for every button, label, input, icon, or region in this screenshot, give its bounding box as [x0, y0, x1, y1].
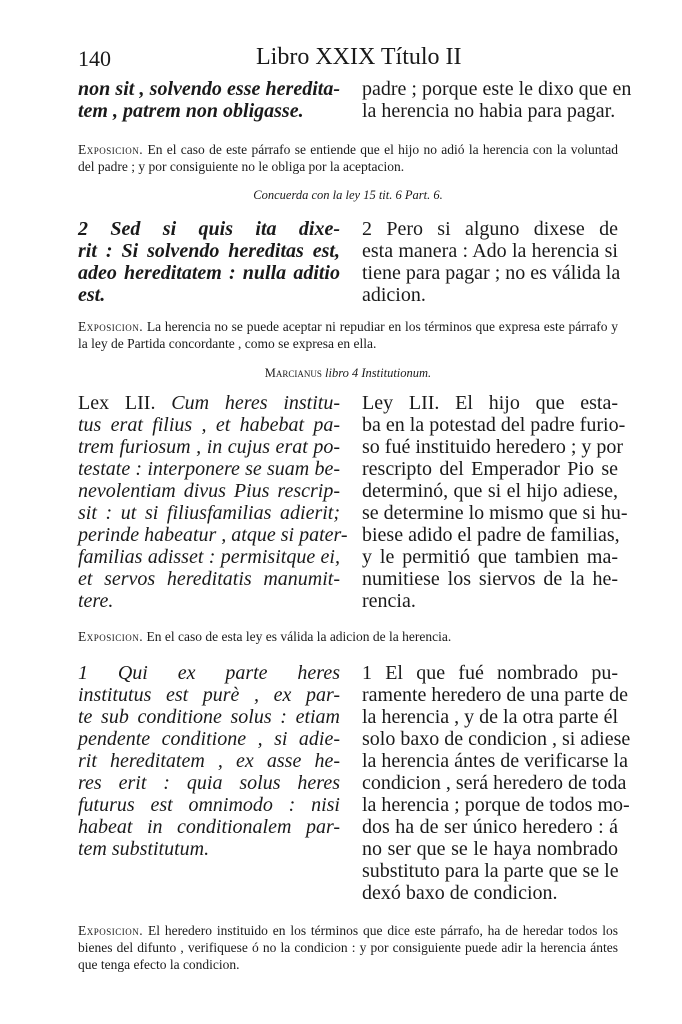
exposicion-text: En el caso de esta ley es válida la adicion de la herencia.	[146, 629, 452, 644]
exposicion-note	[78, 141, 618, 175]
latin-line: habeat in conditionalem par-	[78, 816, 340, 838]
spanish-line: la herencia no habia para pagar.	[362, 100, 616, 122]
parallel-block-3	[78, 392, 628, 618]
latin-column	[78, 662, 340, 860]
lex-number: Lex LII.	[78, 392, 156, 414]
spanish-line: condicion , será heredero de toda	[362, 772, 627, 794]
latin-line: et servos hereditatis manumit-	[78, 568, 340, 590]
running-header	[78, 40, 618, 70]
spanish-line: 1 El que fué nombrado pu-	[362, 662, 618, 684]
exposicion-text: La herencia no se puede aceptar ni repudiar en los términos que expresa este párrafo y la ley de Partida concordante , como se expresa en ella.	[78, 319, 619, 351]
parallel-block-0	[78, 78, 632, 126]
latin-text: Cum heres institu-	[155, 392, 340, 414]
latin-line: nevolentiam divus Pius rescrip-	[78, 480, 340, 502]
latin-column	[78, 78, 340, 122]
latin-line: trem furiosum , in cujus erat po-	[78, 436, 340, 458]
spanish-line: solo baxo de condicion , si adiese	[362, 728, 631, 750]
spanish-line: dos ha de ser único heredero : á	[362, 816, 618, 838]
spanish-line: tiene para pagar ; no es válida la	[362, 262, 621, 284]
latin-line: tus erat filius , et habebat pa-	[78, 414, 340, 436]
spanish-line: se determine lo mismo que si hu-	[362, 502, 628, 524]
source-work: libro 4 Institutionum.	[325, 366, 432, 380]
spanish-line: rescripto del Emperador Pio se	[362, 458, 618, 480]
latin-line: sit : ut si filiusfamilias adierit;	[78, 502, 340, 524]
latin-line: rit : Si solvendo hereditas est,	[78, 240, 340, 262]
exposicion-note	[78, 922, 618, 973]
latin-line: testate : interponere se suam be-	[78, 458, 340, 480]
spanish-line: esta manera : Ado la herencia si	[362, 240, 618, 262]
concordance-note: Concuerda con la ley 15 tit. 6 Part. 6.	[253, 188, 443, 202]
source-attribution	[78, 366, 618, 381]
latin-line: adeo hereditatem : nulla aditio	[78, 262, 340, 284]
latin-line: res erit : quia solus heres	[78, 772, 340, 794]
latin-line: futurus est omnimodo : nisi	[78, 794, 340, 816]
latin-line: est.	[78, 284, 106, 306]
exposicion-label: Exposicion.	[78, 923, 144, 938]
latin-line: 2 Sed si quis ita dixe-	[78, 218, 340, 240]
latin-line: perinde habeatur , atque si pater-	[78, 524, 348, 546]
running-title: Libro XXIX Título II	[256, 44, 462, 70]
latin-line: non sit , solvendo esse heredita-	[78, 78, 340, 100]
latin-line: te sub conditione solus : etiam	[78, 706, 340, 728]
spanish-line: ba en la potestad del padre furio-	[362, 414, 626, 436]
spanish-column	[362, 662, 631, 904]
parallel-block-2	[78, 218, 621, 310]
latin-line: 1 Qui ex parte heres	[78, 662, 340, 684]
exposicion-label: Exposicion.	[78, 319, 144, 334]
exposicion-label: Exposicion.	[78, 142, 144, 157]
spanish-line: numitiese los siervos de la he-	[362, 568, 618, 590]
spanish-line: determinó, que si el hijo adiese,	[362, 480, 618, 502]
parallel-block-4	[78, 662, 631, 912]
exposicion-text: En el caso de este párrafo se entiende que el hijo no adió la herencia con la voluntad del padre ; y por consiguiente no le obliga por la aceptacion.	[78, 142, 618, 174]
latin-column	[78, 218, 340, 306]
spanish-column	[362, 218, 621, 306]
exposicion-note	[78, 628, 618, 645]
spanish-line: no ser que se le haya nombrado	[362, 838, 618, 860]
latin-column	[78, 392, 348, 612]
spanish-line: substituto para la parte que se le	[362, 860, 619, 882]
spanish-line: rencia.	[362, 590, 416, 612]
exposicion-text: El heredero instituido en los términos que dice este párrafo, ha de heredar todos los bienes del difunto , verifiquese ó no la condicion : y por consiguiente puede adir la herencia ántes que tenga efecto la condicion.	[78, 923, 618, 972]
latin-line: institutus est purè , ex par-	[78, 684, 340, 706]
spanish-line: so fué instituido heredero ; y por	[362, 436, 624, 458]
latin-line: tere.	[78, 590, 114, 612]
exposicion-label: Exposicion.	[78, 629, 144, 644]
spanish-column	[362, 78, 632, 122]
spanish-line: ramente heredero de una parte de	[362, 684, 628, 706]
exposicion-note	[78, 318, 618, 352]
spanish-line: la herencia , y de la otra parte él	[362, 706, 618, 728]
latin-line: rit hereditatem , ex asse he-	[78, 750, 340, 772]
latin-line: tem , patrem non obligasse.	[78, 100, 304, 122]
spanish-line: 2 Pero si alguno dixese de	[362, 218, 618, 240]
spanish-column	[362, 392, 628, 612]
page-number: 140	[78, 46, 111, 71]
spanish-line: y le permitió que tambien ma-	[362, 546, 618, 568]
spanish-line: la herencia ántes de verificarse la	[362, 750, 628, 772]
latin-line: pendente conditione , si adie-	[78, 728, 340, 750]
latin-line: tem substitutum.	[78, 838, 210, 860]
spanish-line: adicion.	[362, 284, 426, 306]
spanish-line: la herencia ; porque de todos mo-	[362, 794, 630, 816]
spanish-line: biese adido el padre de familias,	[362, 524, 620, 546]
latin-line	[78, 392, 340, 414]
latin-line: familias adisset : permisitque ei,	[78, 546, 340, 568]
source-author: Marcianus	[264, 366, 322, 380]
spanish-line: Ley LII. El hijo que esta-	[362, 392, 618, 414]
spanish-line: dexó baxo de condicion.	[362, 882, 558, 904]
spanish-line: padre ; porque este le dixo que en	[362, 78, 632, 100]
